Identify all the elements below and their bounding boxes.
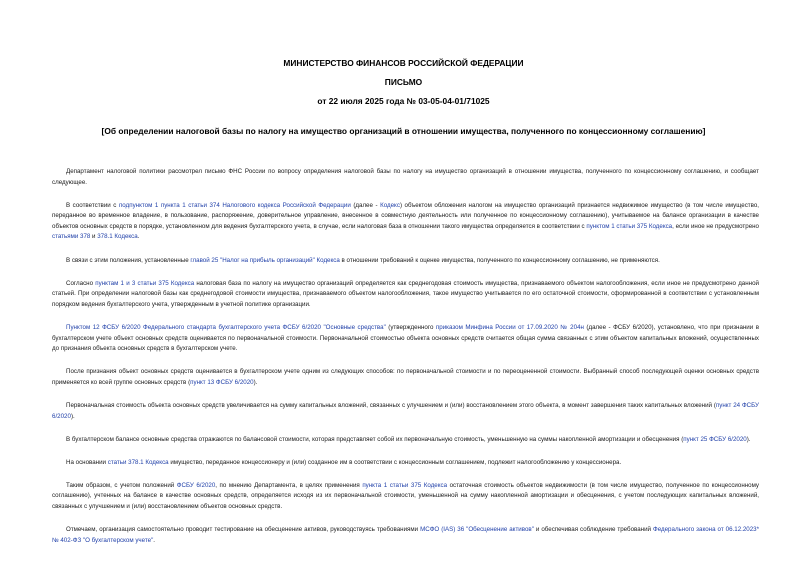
link-subparagraph-374[interactable]: подпунктом 1 пункта 1 статьи 374 Налогового кодекса Российской Федерации	[118, 201, 351, 209]
link-tax-code[interactable]: Кодекс	[380, 201, 400, 209]
link-article-378-1[interactable]: 378.1 Кодекса	[97, 233, 138, 241]
paragraph-text: После признания объект основных средств оценивается в бухгалтерском учете одним из следующих способов: по первоначальной стоимости и по переоцененной стоимости. Выбранный способ последующей оценки основных средств применяется ко всей группе основных средств (	[52, 368, 759, 386]
link-article-375[interactable]: пунктом 1 статьи 375 Кодекса	[586, 222, 673, 230]
paragraph-text: В связи с этим положения, установленные	[66, 256, 191, 264]
paragraph-concessionaire	[52, 458, 759, 469]
document-subject: [Об определении налоговой базы по налогу на имущество организаций в отношении имущества, полученного по концессионному соглашению]	[101, 126, 706, 136]
paragraph-text: (утвержденного	[385, 323, 436, 331]
paragraph-text: , если иное не предусмотрено	[672, 222, 759, 230]
paragraph-text: В соответствии с	[66, 201, 119, 209]
link-ias-36[interactable]: МСФО (IAS) 36 "Обесценение активов"	[420, 526, 534, 534]
link-article-375-points[interactable]: пунктам 1 и 3 статьи 375 Кодекса	[95, 279, 195, 287]
link-fsbu-6-2020[interactable]: ФСБУ 6/2020	[176, 481, 216, 489]
paragraph-text: Отмечаем, организация самостоятельно проводит тестирование на обесценение активов, руководствуясь требованиями	[66, 526, 421, 534]
paragraph-impairment-testing	[52, 525, 759, 546]
paragraph-subsequent-valuation	[52, 367, 759, 388]
paragraph-text: и обеспечивая соблюдение требований	[533, 526, 653, 534]
paragraph-text: ).	[70, 412, 75, 420]
paragraph-object-of-taxation	[52, 201, 759, 243]
paragraph-tax-base	[52, 279, 759, 311]
paragraph-text: остаточная стоимость объектов недвижимости (в том числе имущество, полученное по концессионному соглашению), учтенных на балансе в качестве основных средств, определяется исходя из их первоначальной стоимости, уменьшенной на сумму накопленной амортизации и обесценения, с учетом последующих капитальных вложений, связанных с улучшением и (или) восстановлением объектов основных средств.	[52, 481, 760, 510]
link-fsbu-point-25[interactable]: пункт 25 ФСБУ 6/2020	[683, 435, 747, 443]
link-chapter-25[interactable]: главой 25 "Налог на прибыль организаций" Кодекса	[190, 256, 340, 264]
document-date-number: от 22 июля 2025 года № 03-05-04-01/71025	[317, 96, 490, 106]
paragraph-text: в отношении требований к оценке имущества, полученного по концессионному соглашению, не применяются.	[339, 256, 660, 264]
link-order-204n[interactable]: приказом Минфина России от 17.09.2020 № 204н	[435, 323, 584, 331]
paragraph-text: (далее - ФСБУ 6/2020), установлено, что при признании в бухгалтерском учете объект основных средств оценивается по первоначальной стоимости. Первоначальной стоимостью объекта основных средств считается общая сумма связанных с этим объектом капитальных вложений, осуществленных до признания объекта основных средств в бухгалтерском учете.	[52, 323, 759, 353]
paragraph-chapter-25	[52, 256, 759, 267]
paragraph-capital-investments	[52, 401, 759, 422]
paragraph-intro	[52, 167, 759, 188]
link-article-378[interactable]: статьями 378	[52, 233, 91, 241]
link-fsbu-point-12[interactable]: Пунктом 12 ФСБУ 6/2020 Федерального стандарта бухгалтерского учета ФСБУ 6/2020 "Основные средства"	[66, 323, 386, 331]
paragraph-text: имущество, переданное концессионеру и (или) созданное им в соответствии с концессионным соглашением, подлежит налогообложению у концессионера.	[168, 458, 622, 466]
paragraph-conclusion	[52, 481, 759, 513]
paragraph-text: ).	[746, 435, 751, 443]
paragraph-text: налоговая база по налогу на имущество организаций определяется как среднегодовая стоимость имущества, признаваемого объектом налогообложения, если иное не предусмотрено данной статьей. При определении налоговой базы как среднегодовой стоимости имущества, признаваемого объектом налогообложения, такое имущество учитывается по его остаточной стоимости, сформированной в соответствии с установленным порядком ведения бухгалтерского учета, утвержденным в учетной политике организации.	[52, 279, 759, 308]
link-fsbu-point-24[interactable]: пункт 24 ФСБУ 6/2020	[52, 401, 759, 420]
paragraph-text: Таким образом, с учетом положений	[66, 481, 177, 489]
paragraph-text: .	[153, 536, 156, 544]
paragraph-text: В бухгалтерском балансе основные средства отражаются по балансовой стоимости, которая представляет собой их первоначальную стоимость, уменьшенную на суммы накопленной амортизации и обесценения (	[66, 435, 684, 443]
paragraph-text: , по мнению Департамента, в целях применения	[215, 481, 363, 489]
paragraph-text: и	[90, 233, 98, 241]
paragraph-fsbu-initial-cost	[52, 323, 759, 355]
document-type: ПИСЬМО	[384, 77, 423, 87]
paragraph-text: На основании	[66, 458, 108, 466]
link-federal-law-402[interactable]: Федерального закона от 06.12.2023* № 402-ФЗ "О бухгалтерском учете"	[52, 526, 760, 544]
paragraph-text: Согласно	[66, 279, 96, 287]
paragraph-balance-value	[52, 435, 759, 446]
link-article-375-point-1[interactable]: пункта 1 статьи 375 Кодекса	[362, 481, 448, 489]
paragraph-text: ).	[253, 378, 258, 386]
ministry-heading: МИНИСТЕРСТВО ФИНАНСОВ РОССИЙСКОЙ ФЕДЕРАЦИИ	[283, 58, 524, 68]
paragraph-text: ) объектом обложения налогом на имущество организаций признается недвижимое имущество (в том числе имущество, переданное во временное владение, в пользование, распоряжение, доверительное управление, внесенное в совместную деятельность или полученное по концессионному соглашению), учитываемое на балансе организации в качестве объектов основных средств в порядке, установленном для ведения бухгалтерского учета, в случае, если налоговая база в отношении такого имущества определяется в соответствии с	[52, 201, 759, 230]
paragraph-text: Департамент налоговой политики рассмотрел письмо ФНС России по вопросу определения налоговой базы по налогу на имущество организаций в отношении имущества, полученного по концессионному соглашению, и сообщает следующее.	[52, 168, 759, 186]
link-article-378-1-code[interactable]: статьи 378.1 Кодекса	[107, 458, 169, 466]
document-body	[52, 167, 759, 559]
paragraph-text: (далее -	[350, 201, 381, 209]
paragraph-text: Первоначальная стоимость объекта основных средств увеличивается на сумму капитальных вложений, связанных с улучшением и (или) восстановлением этого объекта, в момент завершения таких капитальных вложений (	[66, 401, 716, 409]
link-fsbu-point-13[interactable]: пункт 13 ФСБУ 6/2020	[190, 378, 254, 386]
paragraph-text: .	[137, 233, 140, 241]
